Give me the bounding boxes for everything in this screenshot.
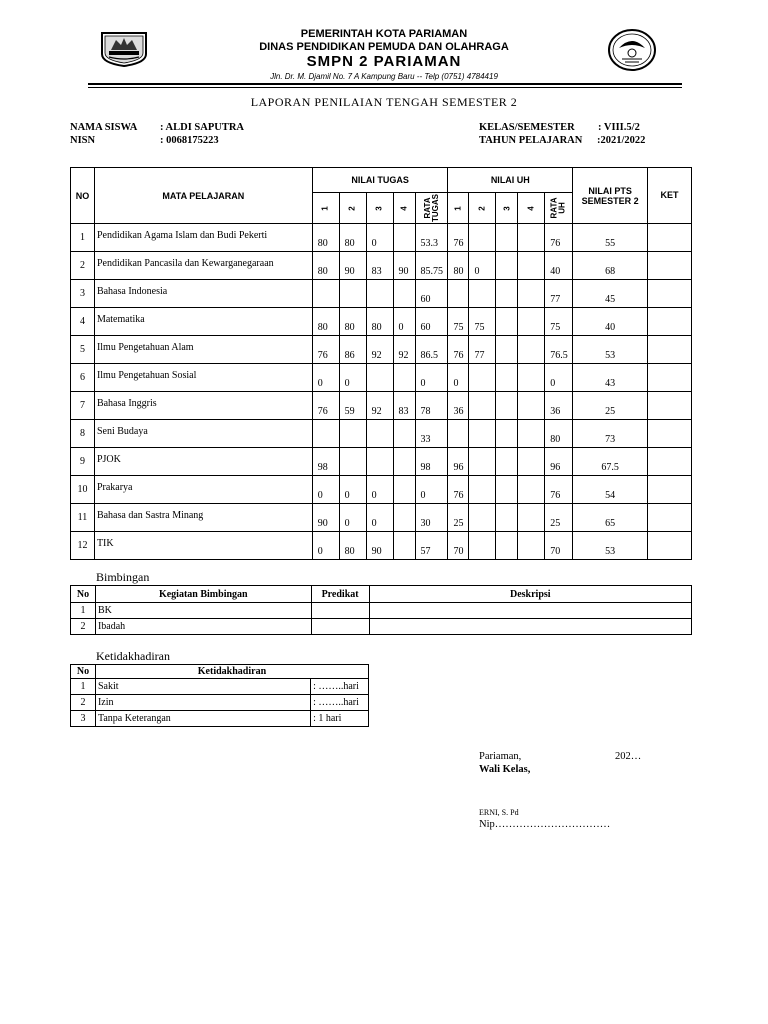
row-score-t4 [393, 224, 415, 252]
row-score-u1: 25 [448, 504, 469, 532]
row-score-u3 [496, 504, 518, 532]
row-subject: Seni Budaya [94, 420, 312, 448]
row-score-rt: 33 [415, 420, 448, 448]
row-score-ru: 80 [545, 420, 573, 448]
table-row [71, 280, 692, 308]
row-score-u2 [469, 448, 496, 476]
row-score-ru: 25 [545, 504, 573, 532]
header-department: DINAS PENDIDIKAN PEMUDA DAN OLAHRAGA [259, 41, 509, 53]
row-score-t3: 92 [366, 336, 393, 364]
row-pts: 68 [573, 252, 648, 280]
ketidakhadiran-col-no: No [71, 665, 96, 679]
table-row [71, 420, 692, 448]
row-no: 10 [71, 476, 95, 504]
row-score-u4 [518, 448, 545, 476]
col-uh-4: 4 [518, 193, 545, 224]
row-score-ru: 77 [545, 280, 573, 308]
row-score-u3 [496, 252, 518, 280]
bimbingan-title: Bimbingan [96, 570, 150, 584]
col-nilai-uh: NILAI UH [448, 168, 573, 193]
row-no: 4 [71, 308, 95, 336]
row-score-rt: 0 [415, 476, 448, 504]
row-subject: Prakarya [94, 476, 312, 504]
row-score-rt: 98 [415, 448, 448, 476]
row-score-u1: 76 [448, 476, 469, 504]
table-row [71, 336, 692, 364]
col-tugas-1: 1 [312, 193, 339, 224]
row-no: 1 [71, 224, 95, 252]
row-score-t4: 90 [393, 252, 415, 280]
table-row [71, 504, 692, 532]
row-score-u4 [518, 504, 545, 532]
row-score-u3 [496, 476, 518, 504]
row-score-t4 [393, 532, 415, 560]
row-score-rt: 86.5 [415, 336, 448, 364]
row-score-t2: 59 [339, 392, 366, 420]
row-pts: 65 [573, 504, 648, 532]
row-score-t3: 0 [366, 476, 393, 504]
row-score-t1: 98 [312, 448, 339, 476]
row-score-ru: 70 [545, 532, 573, 560]
row-score-t4 [393, 448, 415, 476]
row-score-u2: 0 [469, 252, 496, 280]
bimbingan-row: 1 BK [71, 603, 692, 619]
row-score-t1 [312, 420, 339, 448]
row-score-ru: 76 [545, 224, 573, 252]
row-ket [648, 448, 692, 476]
row-score-rt: 78 [415, 392, 448, 420]
row-score-u4 [518, 532, 545, 560]
row-score-u2 [469, 532, 496, 560]
table-row [71, 252, 692, 280]
row-subject: Pendidikan Agama Islam dan Budi Pekerti [94, 224, 312, 252]
row-score-t2: 80 [339, 308, 366, 336]
row-score-t1: 90 [312, 504, 339, 532]
row-pts: 45 [573, 280, 648, 308]
header-address: Jln. Dr. M. Djamil No. 7 A Kampung Baru -- Telp (0751) 4784419 [270, 72, 498, 81]
row-score-t1: 0 [312, 364, 339, 392]
row-score-u4 [518, 364, 545, 392]
row-score-u2 [469, 420, 496, 448]
row-ket [648, 392, 692, 420]
signature-place: Pariaman, [479, 751, 522, 762]
signature-date: 202… [615, 751, 642, 762]
col-ket: KET [648, 168, 692, 224]
row-score-u2 [469, 224, 496, 252]
row-score-t2: 80 [339, 224, 366, 252]
bimbingan-col-no: No [71, 586, 96, 603]
row-score-u3 [496, 308, 518, 336]
row-subject: Bahasa Inggris [94, 392, 312, 420]
row-no: 6 [71, 364, 95, 392]
row-score-u1: 76 [448, 336, 469, 364]
row-score-u2 [469, 392, 496, 420]
row-no: 8 [71, 420, 95, 448]
row-score-rt: 60 [415, 308, 448, 336]
row-ket [648, 504, 692, 532]
row-score-ru: 75 [545, 308, 573, 336]
row-no: 9 [71, 448, 95, 476]
row-score-u4 [518, 280, 545, 308]
col-tugas-4: 4 [393, 193, 415, 224]
bimbingan-col-predikat: Predikat [311, 586, 369, 603]
row-score-ru: 0 [545, 364, 573, 392]
row-score-t4 [393, 504, 415, 532]
row-score-u1: 80 [448, 252, 469, 280]
row-score-u3 [496, 280, 518, 308]
row-score-ru: 96 [545, 448, 573, 476]
row-score-t2: 90 [339, 252, 366, 280]
row-score-t4 [393, 420, 415, 448]
ketidakhadiran-col-item: Ketidakhadiran [95, 665, 368, 679]
row-score-t2: 0 [339, 364, 366, 392]
row-score-t4: 83 [393, 392, 415, 420]
row-score-u3 [496, 224, 518, 252]
row-score-t3: 83 [366, 252, 393, 280]
row-pts: 73 [573, 420, 648, 448]
row-score-rt: 30 [415, 504, 448, 532]
row-score-u2 [469, 504, 496, 532]
ketidakhadiran-row: 2 Izin : ……..hari [71, 695, 369, 711]
row-score-u2: 75 [469, 308, 496, 336]
row-score-t1: 0 [312, 476, 339, 504]
row-score-u1: 36 [448, 392, 469, 420]
row-score-u3 [496, 336, 518, 364]
row-no: 7 [71, 392, 95, 420]
row-score-t3: 80 [366, 308, 393, 336]
grades-table [70, 167, 692, 560]
ketidakhadiran-title: Ketidakhadiran [96, 649, 170, 663]
col-uh-1: 1 [448, 193, 469, 224]
nisn-value: : 0068175223 [160, 135, 219, 146]
row-pts: 55 [573, 224, 648, 252]
report-title: LAPORAN PENILAIAN TENGAH SEMESTER 2 [250, 95, 518, 109]
header-school-name: SMPN 2 PARIAMAN [306, 53, 462, 70]
row-score-rt: 53.3 [415, 224, 448, 252]
row-score-u3 [496, 420, 518, 448]
row-no: 5 [71, 336, 95, 364]
row-pts: 43 [573, 364, 648, 392]
row-no: 2 [71, 252, 95, 280]
row-score-ru: 36 [545, 392, 573, 420]
year-value: :2021/2022 [597, 135, 646, 146]
table-row [71, 392, 692, 420]
row-score-u4 [518, 420, 545, 448]
signature-nip: Nip…………………………… [479, 819, 611, 830]
row-score-t2: 0 [339, 476, 366, 504]
row-score-u2 [469, 476, 496, 504]
table-row [71, 532, 692, 560]
row-subject: Matematika [94, 308, 312, 336]
row-score-t1: 80 [312, 224, 339, 252]
row-score-t3 [366, 448, 393, 476]
row-score-u4 [518, 336, 545, 364]
table-row [71, 308, 692, 336]
row-ket [648, 476, 692, 504]
row-score-t2: 0 [339, 504, 366, 532]
row-pts: 40 [573, 308, 648, 336]
row-subject: TIK [94, 532, 312, 560]
row-score-u1: 75 [448, 308, 469, 336]
row-score-t1: 76 [312, 336, 339, 364]
row-score-ru: 76.5 [545, 336, 573, 364]
header-government: PEMERINTAH KOTA PARIAMAN [300, 28, 468, 40]
row-pts: 53 [573, 336, 648, 364]
row-score-u1 [448, 280, 469, 308]
ketidakhadiran-table [70, 664, 369, 727]
row-ket [648, 280, 692, 308]
row-score-t3: 0 [366, 224, 393, 252]
col-tugas-2: 2 [339, 193, 366, 224]
row-score-t4 [393, 364, 415, 392]
row-score-u1: 0 [448, 364, 469, 392]
row-no: 12 [71, 532, 95, 560]
row-no: 3 [71, 280, 95, 308]
row-score-t4 [393, 280, 415, 308]
row-score-u3 [496, 392, 518, 420]
col-nilai-tugas: NILAI TUGAS [312, 168, 448, 193]
row-score-u1: 76 [448, 224, 469, 252]
row-score-u3 [496, 448, 518, 476]
col-rata-uh: RATA UH [545, 193, 573, 224]
row-score-t2: 80 [339, 532, 366, 560]
row-score-u2 [469, 280, 496, 308]
row-ket [648, 308, 692, 336]
row-score-u4 [518, 252, 545, 280]
row-score-u3 [496, 364, 518, 392]
row-pts: 25 [573, 392, 648, 420]
row-ket [648, 532, 692, 560]
row-score-t4: 0 [393, 308, 415, 336]
row-score-rt: 60 [415, 280, 448, 308]
row-score-u1 [448, 420, 469, 448]
row-score-rt: 0 [415, 364, 448, 392]
row-score-ru: 40 [545, 252, 573, 280]
row-score-rt: 85.75 [415, 252, 448, 280]
row-score-rt: 57 [415, 532, 448, 560]
row-score-u2 [469, 364, 496, 392]
row-score-t1: 76 [312, 392, 339, 420]
bimbingan-table [70, 585, 692, 635]
row-score-u4 [518, 224, 545, 252]
row-score-u3 [496, 532, 518, 560]
row-subject: Ilmu Pengetahuan Sosial [94, 364, 312, 392]
col-nilai-pts: NILAI PTS SEMESTER 2 [573, 168, 648, 224]
bimbingan-col-deskripsi: Deskripsi [369, 586, 691, 603]
col-no: NO [71, 168, 95, 224]
row-score-u4 [518, 476, 545, 504]
row-score-t1: 80 [312, 252, 339, 280]
row-score-t3 [366, 420, 393, 448]
row-score-t1: 0 [312, 532, 339, 560]
table-row [71, 364, 692, 392]
nisn-label: NISN [70, 135, 96, 146]
row-score-u1: 96 [448, 448, 469, 476]
row-score-u1: 70 [448, 532, 469, 560]
row-score-t4 [393, 476, 415, 504]
bimbingan-row: 2 Ibadah [71, 619, 692, 635]
row-score-u4 [518, 392, 545, 420]
row-score-t2 [339, 280, 366, 308]
table-row [71, 476, 692, 504]
row-pts: 53 [573, 532, 648, 560]
col-subject: MATA PELAJARAN [94, 168, 312, 224]
header-rule-thick [88, 83, 682, 85]
year-label: TAHUN PELAJARAN [479, 135, 583, 146]
row-pts: 67.5 [573, 448, 648, 476]
row-score-t3 [366, 364, 393, 392]
table-row [71, 224, 692, 252]
row-score-u4 [518, 308, 545, 336]
row-score-t2 [339, 420, 366, 448]
row-score-ru: 76 [545, 476, 573, 504]
row-score-t4: 92 [393, 336, 415, 364]
class-label: KELAS/SEMESTER [479, 122, 575, 133]
signature-role: Wali Kelas, [479, 764, 531, 775]
name-value: : ALDI SAPUTRA [160, 122, 245, 133]
row-score-t3: 92 [366, 392, 393, 420]
signature-teacher: ERNI, S. Pd [479, 808, 519, 817]
col-rata-tugas: RATA TUGAS [415, 193, 448, 224]
ketidakhadiran-row: 1 Sakit : ……..hari [71, 679, 369, 695]
row-subject: PJOK [94, 448, 312, 476]
row-ket [648, 364, 692, 392]
ketidakhadiran-row: 3 Tanpa Keterangan : 1 hari [71, 711, 369, 727]
row-ket [648, 420, 692, 448]
row-subject: Ilmu Pengetahuan Alam [94, 336, 312, 364]
class-value: : VIII.5/2 [598, 122, 640, 133]
row-score-t1 [312, 280, 339, 308]
table-row [71, 448, 692, 476]
bimbingan-col-kegiatan: Kegiatan Bimbingan [95, 586, 311, 603]
col-uh-3: 3 [496, 193, 518, 224]
row-ket [648, 224, 692, 252]
header-rule-thin [88, 87, 682, 88]
row-subject: Pendidikan Pancasila dan Kewarganegaraan [94, 252, 312, 280]
name-label: NAMA SISWA [70, 122, 138, 133]
row-subject: Bahasa dan Sastra Minang [94, 504, 312, 532]
row-ket [648, 336, 692, 364]
row-score-t1: 80 [312, 308, 339, 336]
row-no: 11 [71, 504, 95, 532]
col-tugas-3: 3 [366, 193, 393, 224]
col-uh-2: 2 [469, 193, 496, 224]
row-score-u2: 77 [469, 336, 496, 364]
row-score-t2 [339, 448, 366, 476]
row-score-t2: 86 [339, 336, 366, 364]
row-ket [648, 252, 692, 280]
row-score-t3: 0 [366, 504, 393, 532]
row-pts: 54 [573, 476, 648, 504]
row-score-t3: 90 [366, 532, 393, 560]
row-subject: Bahasa Indonesia [94, 280, 312, 308]
row-score-t3 [366, 280, 393, 308]
